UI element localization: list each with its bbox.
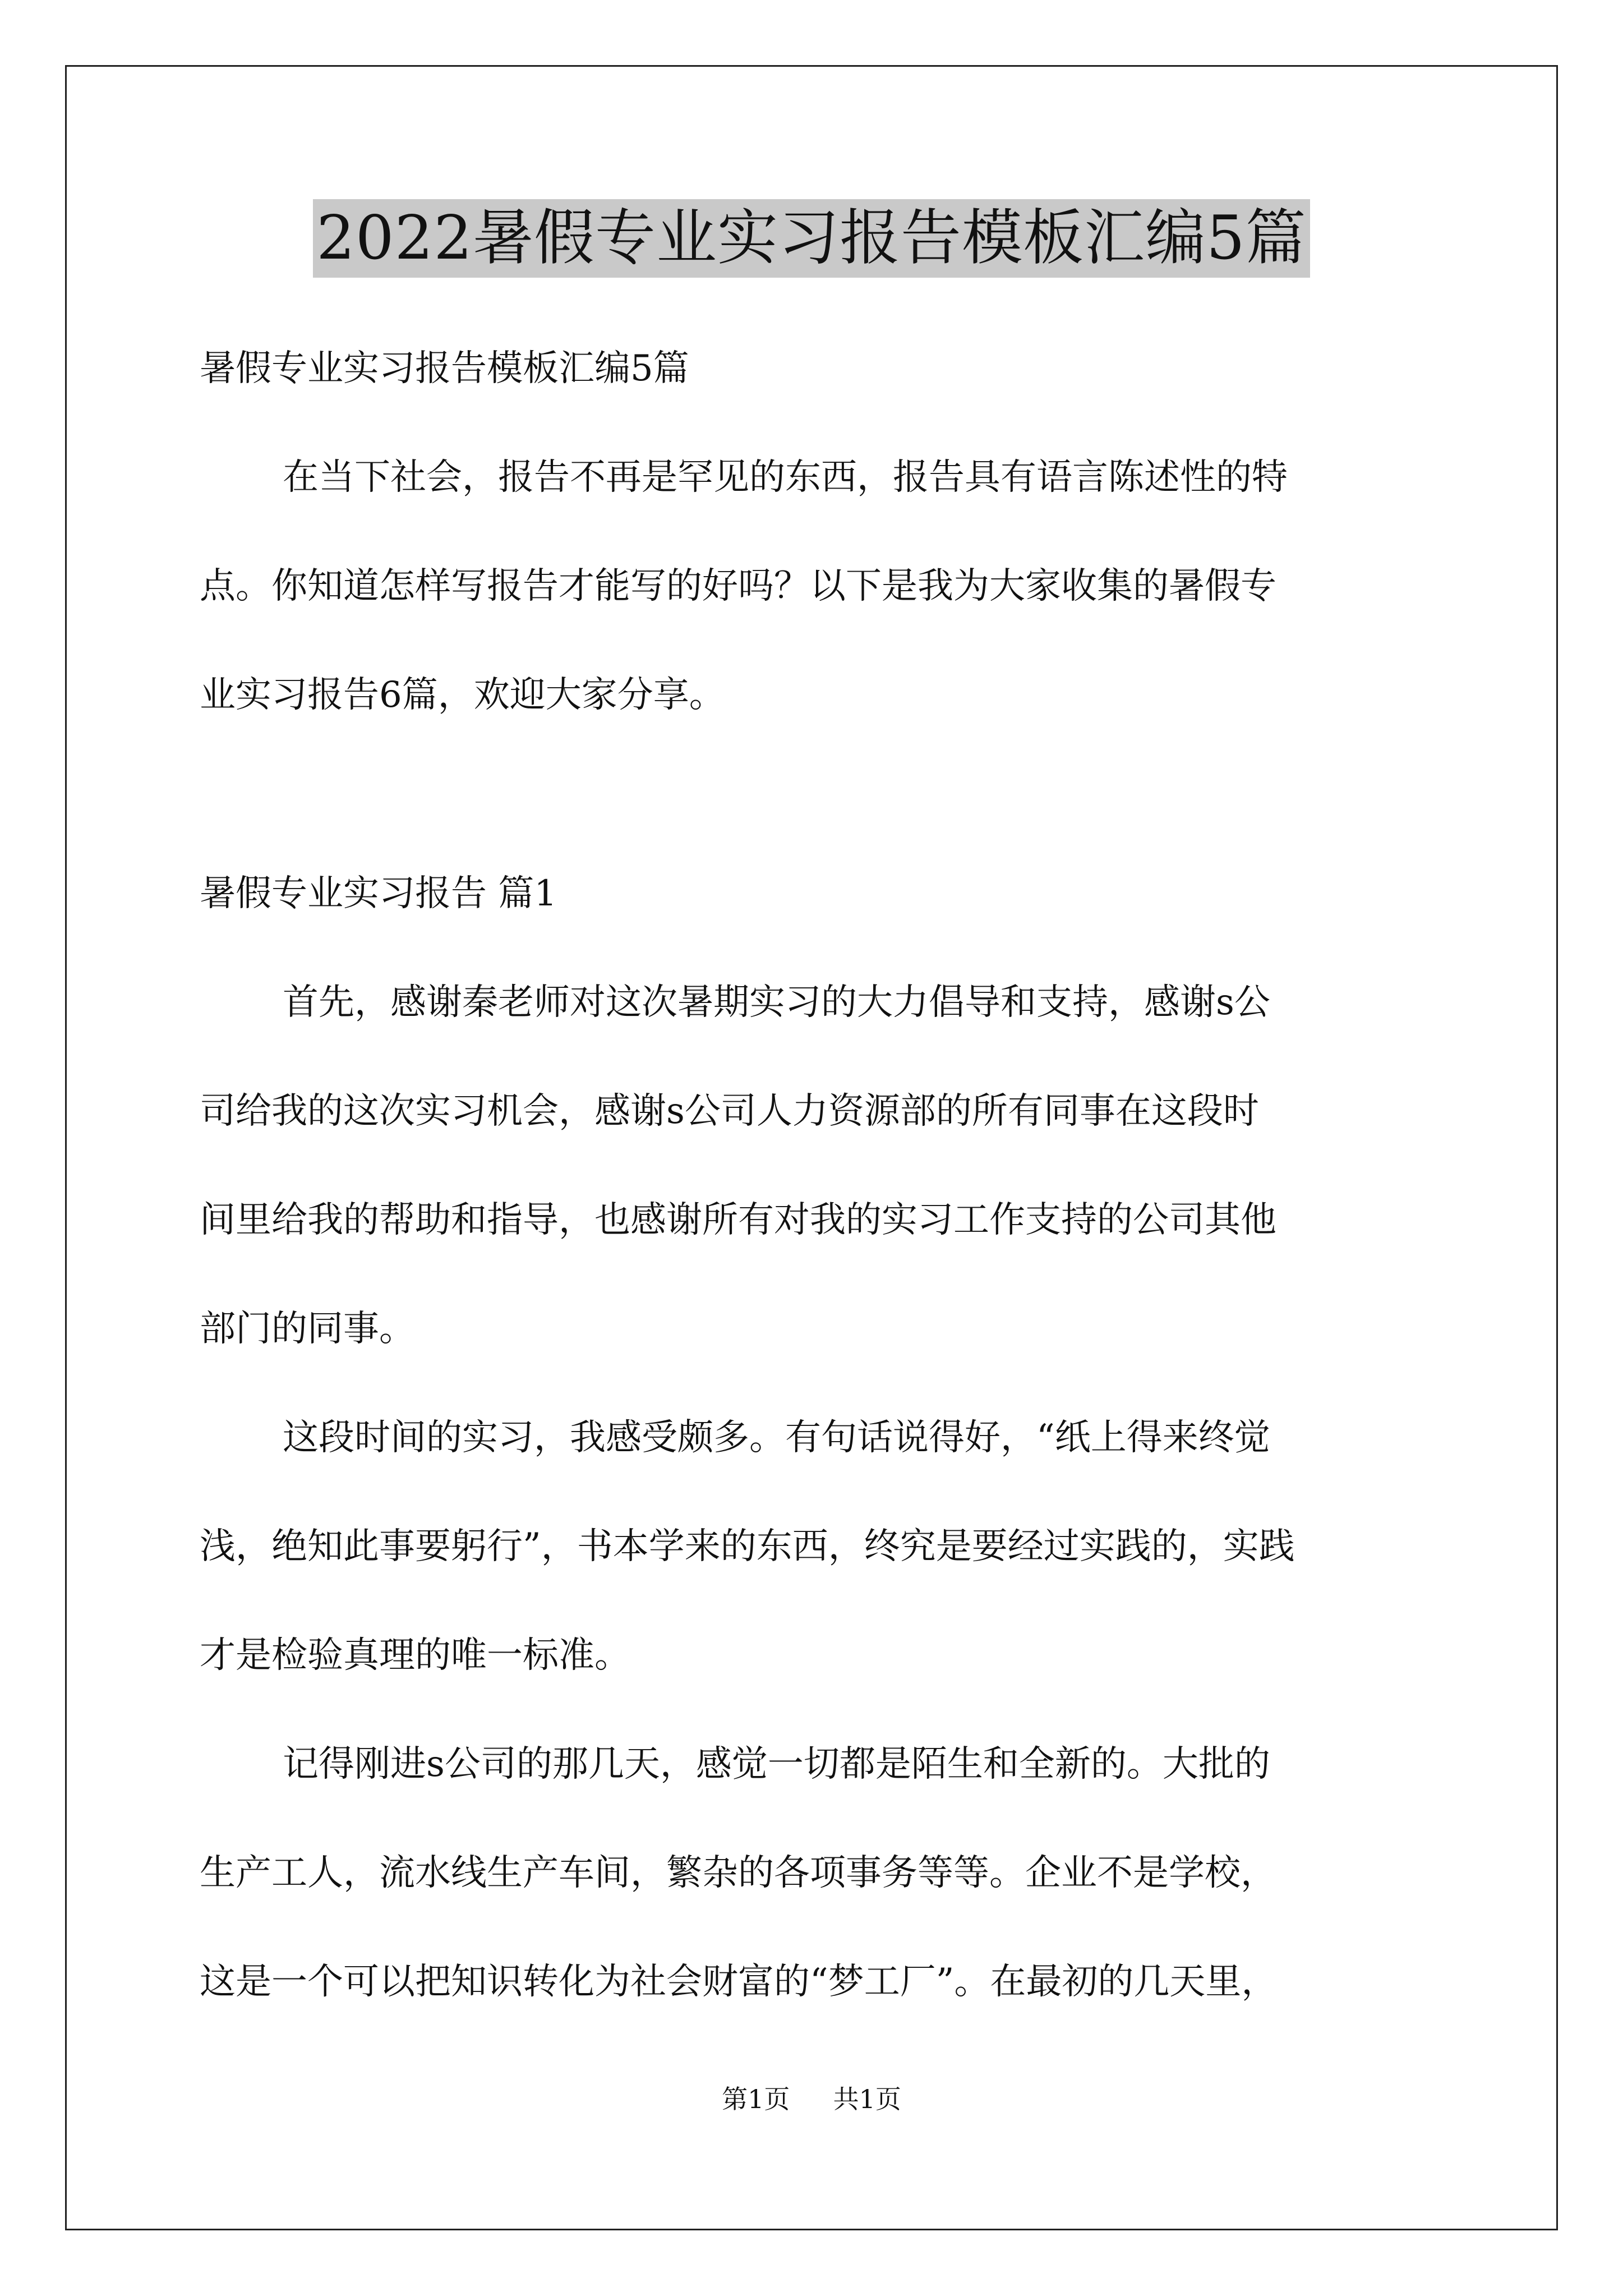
- section-heading: 暑假专业实习报告 篇1: [200, 873, 557, 914]
- document-title: 2022暑假专业实习报告模板汇编5篇: [313, 199, 1310, 278]
- paragraph-line: 这是一个可以把知识转化为社会财富的“梦工厂”。在最初的几天里，: [200, 1961, 1278, 2003]
- page-total: 共1页: [833, 2084, 901, 2114]
- page-footer: [0, 2082, 1623, 2116]
- document-body: [200, 314, 1439, 2036]
- section-spacer: [200, 749, 1439, 839]
- title-container: [0, 199, 1623, 278]
- paragraph-line: 才是检验真理的唯一标准。: [200, 1635, 630, 1676]
- page-number: 第1页: [722, 2084, 790, 2114]
- paragraph-line: 间里给我的帮助和指导，也感谢所有对我的实习工作支持的公司其他: [200, 1199, 1276, 1241]
- intro-line: 点。你知道怎样写报告才能写的好吗？以下是我为大家收集的暑假专: [200, 565, 1276, 607]
- paragraph-line: 浅，绝知此事要躬行”，书本学来的东西，终究是要经过实践的，实践: [200, 1526, 1295, 1567]
- paragraph-line: 首先，感谢秦老师对这次暑期实习的大力倡导和支持，感谢s公: [283, 982, 1270, 1023]
- paragraph-line: 记得刚进s公司的那几天，感觉一切都是陌生和全新的。大批的: [283, 1743, 1270, 1785]
- document-subtitle: 暑假专业实习报告模板汇编5篇: [200, 348, 689, 389]
- intro-line: 在当下社会，报告不再是罕见的东西，报告具有语言陈述性的特: [283, 457, 1288, 498]
- intro-line: 业实习报告6篇，欢迎大家分享。: [200, 674, 725, 716]
- paragraph-line: 生产工人，流水线生产车间，繁杂的各项事务等等。企业不是学校，: [200, 1852, 1276, 1894]
- paragraph-line: 司给我的这次实习机会，感谢s公司人力资源部的所有同事在这段时: [200, 1091, 1259, 1132]
- paragraph-line: 部门的同事。: [200, 1308, 415, 1350]
- paragraph-line: 这段时间的实习，我感受颇多。有句话说得好，“纸上得来终觉: [283, 1417, 1270, 1458]
